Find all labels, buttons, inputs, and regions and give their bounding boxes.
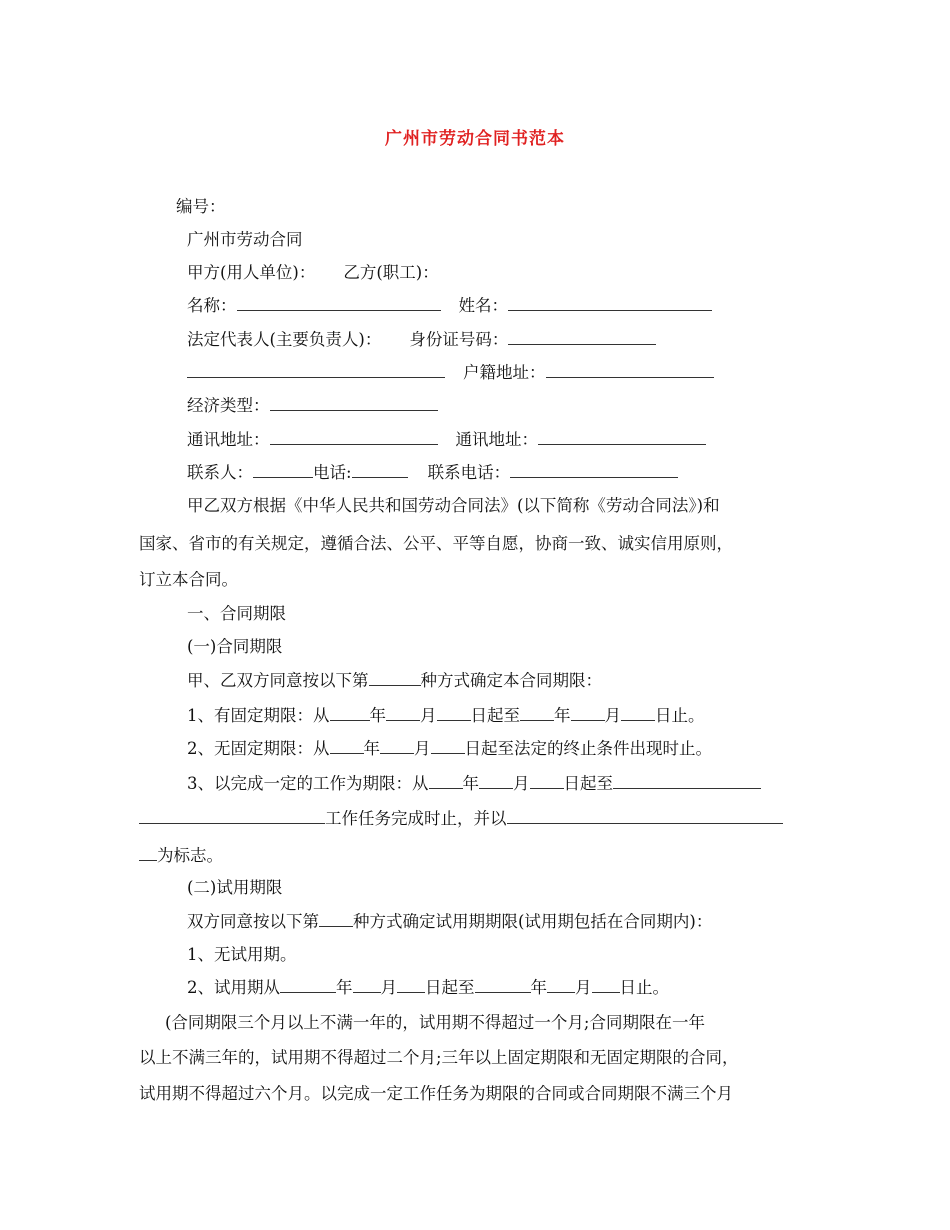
contact-phone-blank[interactable]: [510, 462, 678, 478]
trial2-month-blank[interactable]: [353, 977, 381, 993]
phone-blank[interactable]: [352, 462, 408, 478]
opt3-day-to: 日起至: [563, 774, 613, 793]
id-blank[interactable]: [508, 329, 656, 345]
trial2-year2: 年: [530, 978, 547, 997]
econ-row: [187, 395, 438, 417]
opt3-year: 年: [462, 774, 479, 793]
legal-rep-row: [187, 329, 656, 351]
opt3-cont: 工作任务完成时止，并以: [325, 809, 507, 828]
contact-blank[interactable]: [253, 462, 313, 478]
note-line-3: 试用期不得超过六个月。以完成一定工作任务为期限的合同或合同期限不满三个月: [139, 1084, 733, 1103]
address-a-label: 通讯地址：: [187, 430, 270, 449]
legal-rep-label: 法定代表人(主要负责人)：: [187, 330, 382, 349]
option3-cont-row: [139, 808, 783, 830]
trial2-day-to: 日起至: [425, 978, 475, 997]
contact-row: [187, 462, 678, 484]
trial2-a: 2、试用期从: [187, 978, 280, 997]
opt1-month2: 月: [604, 706, 621, 725]
trial2-year2-blank[interactable]: [475, 977, 531, 993]
opt3-year-blank[interactable]: [429, 773, 463, 789]
opt2-day-blank[interactable]: [431, 738, 465, 754]
party-row: [187, 262, 439, 284]
econ-type-blank[interactable]: [270, 395, 438, 411]
trial2-day-blank[interactable]: [397, 977, 425, 993]
address-a-blank[interactable]: [270, 429, 438, 445]
trial-blank[interactable]: [319, 911, 353, 927]
opt1-end: 日止。: [655, 706, 705, 725]
name-blank[interactable]: [237, 295, 441, 311]
trial-a: 双方同意按以下第: [187, 912, 319, 931]
trial-row: [187, 911, 712, 933]
opt1-a: 1、有固定期限：从: [187, 706, 330, 725]
contact-label: 联系人：: [187, 463, 253, 482]
opt1-year-blank[interactable]: [330, 705, 370, 721]
opt3-task-blank[interactable]: [613, 773, 761, 789]
name-label: 名称：: [187, 296, 237, 315]
opt1-day-to: 日起至: [470, 706, 520, 725]
option2-row: [187, 738, 712, 760]
household-row: [187, 362, 714, 384]
agree-blank[interactable]: [369, 670, 421, 686]
opt3-a: 3、以完成一定的工作为期限：从: [187, 774, 429, 793]
trial2-month: 月: [380, 978, 397, 997]
address-b-blank[interactable]: [538, 429, 706, 445]
document-title: 广州市劳动合同书范本: [385, 129, 565, 149]
opt1-year2-blank[interactable]: [520, 705, 554, 721]
opt2-month: 月: [414, 739, 431, 758]
trial2-month2-blank[interactable]: [547, 977, 575, 993]
opt1-year: 年: [369, 706, 386, 725]
intro-line-2: 国家、省市的有关规定，遵循合法、公平、平等自愿，协商一致、诚实信用原则，: [139, 534, 733, 553]
party-b-label: 乙方(职工)：: [343, 263, 439, 282]
trial2-month2: 月: [575, 978, 592, 997]
address-b-label: 通讯地址：: [455, 430, 538, 449]
section1-sub2: (二)试用期限: [187, 878, 283, 897]
trial-option-1: 1、无试用期。: [187, 945, 297, 964]
opt2-year-blank[interactable]: [330, 738, 364, 754]
opt3-end: 为标志。: [157, 846, 223, 865]
agree-b: 种方式确定本合同期限：: [420, 671, 602, 690]
contract-name: 广州市劳动合同: [187, 230, 303, 249]
section1-heading: 一、合同期限: [187, 604, 286, 623]
person-name-label: 姓名：: [458, 296, 508, 315]
household-label: 户籍地址：: [463, 363, 546, 382]
legal-rep-blank[interactable]: [187, 362, 445, 378]
opt3-task-blank-2[interactable]: [139, 808, 325, 824]
econ-type-label: 经济类型：: [187, 396, 270, 415]
agree-a: 甲、乙双方同意按以下第: [187, 671, 369, 690]
person-name-blank[interactable]: [508, 295, 712, 311]
opt1-year2: 年: [554, 706, 571, 725]
opt2-a: 2、无固定期限：从: [187, 739, 330, 758]
opt1-month: 月: [420, 706, 437, 725]
option1-row: [187, 705, 705, 727]
opt3-day-blank[interactable]: [530, 773, 564, 789]
opt2-end: 日起至法定的终止条件出现时止。: [464, 739, 712, 758]
opt2-year: 年: [363, 739, 380, 758]
option3-end-row: [139, 845, 223, 867]
contact-phone-label: 联系电话：: [427, 463, 511, 482]
intro-line-1: 甲乙双方根据《中华人民共和国劳动合同法》(以下简称《劳动合同法》)和: [187, 496, 720, 515]
address-row: [187, 429, 706, 451]
trial2-year: 年: [336, 978, 353, 997]
opt3-month: 月: [513, 774, 530, 793]
id-label: 身份证号码：: [409, 330, 509, 349]
note-line-1: (合同期限三个月以上不满一年的，试用期不得超过一个月;合同期限在一年: [165, 1013, 705, 1032]
phone-label: 电话:: [313, 463, 352, 482]
party-a-label: 甲方(用人单位)：: [187, 263, 316, 282]
number-label: 编号：: [176, 197, 226, 216]
option3-row: [187, 773, 761, 795]
opt1-month2-blank[interactable]: [571, 705, 605, 721]
trial2-day2-blank[interactable]: [592, 977, 620, 993]
opt2-month-blank[interactable]: [380, 738, 414, 754]
trial2-year-blank[interactable]: [280, 977, 336, 993]
trial2-end: 日止。: [619, 978, 669, 997]
household-blank[interactable]: [546, 362, 714, 378]
opt1-day2-blank[interactable]: [621, 705, 655, 721]
name-row: [187, 295, 712, 317]
opt1-month-blank[interactable]: [386, 705, 420, 721]
trial-option-2-row: [187, 977, 669, 999]
note-line-2: 以上不满三年的，试用期不得超过二个月;三年以上固定期限和无固定期限的合同，: [139, 1048, 739, 1067]
trial-b: 种方式确定试用期期限(试用期包括在合同期内)：: [353, 912, 713, 931]
opt3-mark-blank[interactable]: [507, 808, 783, 824]
section1-sub1: (一)合同期限: [187, 637, 283, 656]
intro-line-3: 订立本合同。: [139, 570, 238, 589]
agree-row: [187, 670, 602, 692]
opt3-month-blank[interactable]: [479, 773, 513, 789]
opt1-day-blank[interactable]: [437, 705, 471, 721]
opt3-mark-blank-2[interactable]: [139, 845, 157, 861]
